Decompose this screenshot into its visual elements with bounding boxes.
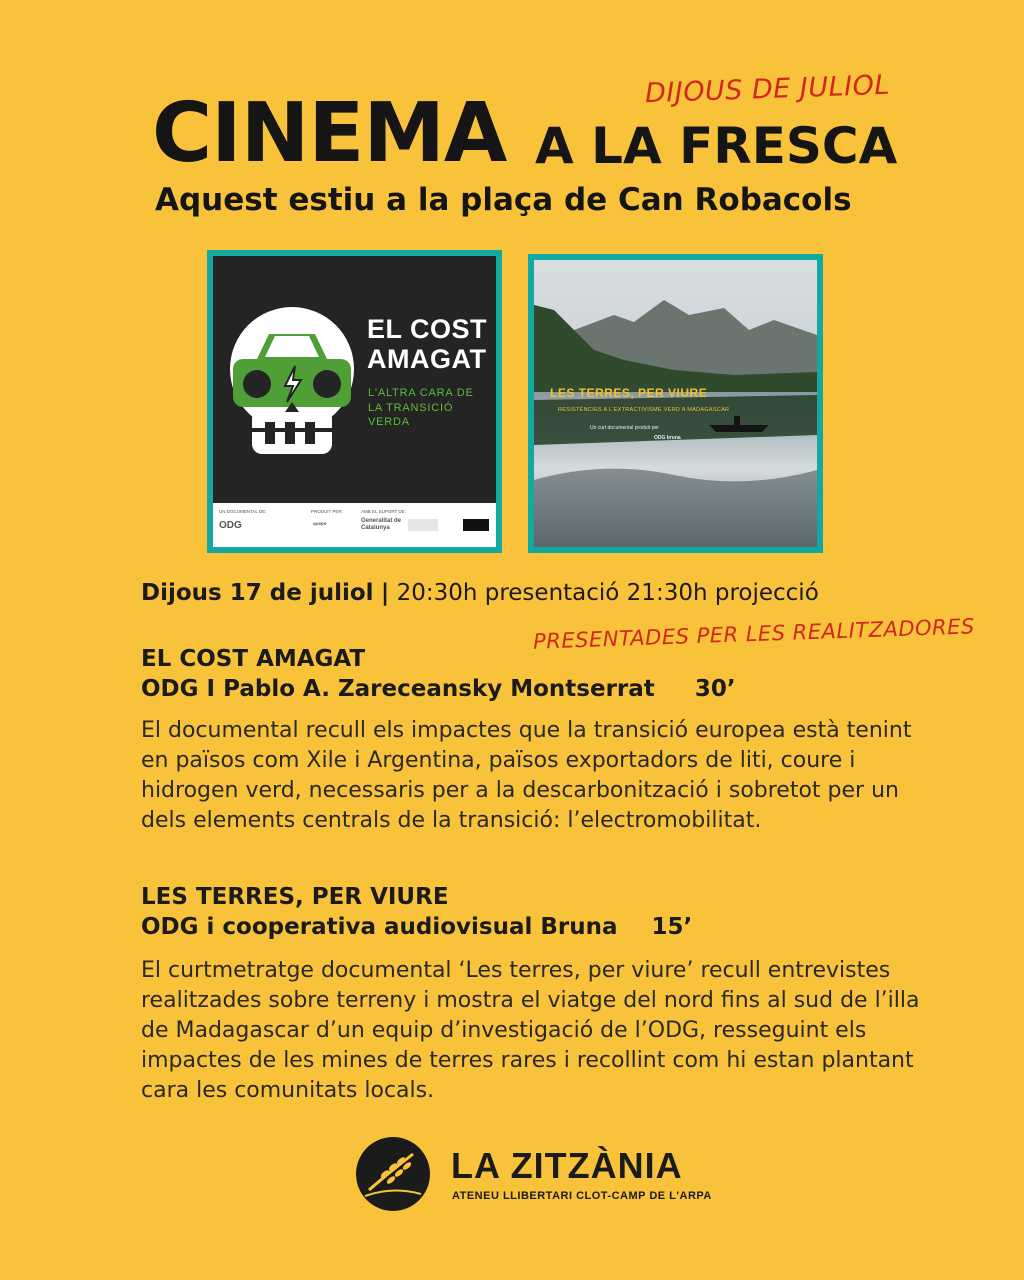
la-zitzania-logo-icon <box>355 1136 431 1212</box>
barcelona-logo-icon <box>463 519 489 531</box>
footer-label-1: UN DOCUMENTAL DE: <box>219 509 267 514</box>
poster1-title-line1: EL COST <box>367 314 488 344</box>
schedule-separator: | <box>380 580 390 606</box>
schedule-date: Dijous 17 de juliol <box>141 580 374 606</box>
film1-credit <box>141 676 736 702</box>
poster1-tagline-2: LA TRANSICIÓ VERDA <box>368 402 454 428</box>
film2-duration: 15’ <box>651 914 693 940</box>
schedule-times: 20:30h presentació 21:30h projecció <box>396 580 819 606</box>
film2-credit <box>141 914 692 940</box>
poster-les-terres-per-viure <box>528 254 823 553</box>
quepo-logo: quepo <box>313 521 327 526</box>
film1-title: EL COST AMAGAT <box>141 646 366 672</box>
poster1-title-line2: AMAGAT <box>367 344 487 374</box>
page-subtitle: Aquest estiu a la plaça de Can Robacols <box>155 182 852 218</box>
organizer-name: LA ZITZÀNIA <box>451 1145 683 1186</box>
footer-label-2: PRODUIT PER: <box>311 509 343 514</box>
date-note: DIJOUS DE JULIOL <box>644 69 891 110</box>
poster2-credit: Un curt documental produït per <box>590 425 659 431</box>
odg-logo: ODG <box>219 520 242 531</box>
footer-label-3: AMB EL SUPORT DE: <box>361 509 406 514</box>
organizer-tagline: ATENEU LLIBERTARI CLOT-CAMP DE L'ARPA <box>452 1190 712 1202</box>
film2-director: ODG i cooperativa audiovisual Bruna <box>141 914 618 940</box>
film1-director: ODG I Pablo A. Zareceansky Montserrat <box>141 676 655 702</box>
poster2-title: LES TERRES, PER VIURE <box>550 386 708 400</box>
page-title: CINEMA <box>152 86 507 181</box>
film1-duration: 30’ <box>694 676 736 702</box>
poster2-credit-logos: ODG bruna <box>654 435 681 441</box>
page-title-suffix: A LA FRESCA <box>535 117 898 175</box>
skull-car-icon <box>227 304 357 464</box>
generic-logo-icon <box>408 519 438 531</box>
lake-landscape-image <box>534 260 817 547</box>
schedule-line <box>141 580 819 606</box>
poster1-tagline-1: L'ALTRA CARA DE <box>368 387 474 399</box>
generalitat-logo: Generalitat de Catalunya <box>361 518 402 531</box>
poster2-subtitle: RESISTÈNCIES A L'EXTRACTIVISME VERD A MADAGASCAR <box>558 407 730 413</box>
presented-note: PRESENTADES PER LES REALITZADORES <box>532 614 976 654</box>
film2-description: El curtmetratge documental ‘Les terres, per viure’ recull entrevistes realitzades sobre terreny i mostra el viatge del nord fins al sud de l’illa de Madagascar d’un equip d’investigació de l’ODG, resseguint els impactes de les mines de terres rares i recollint com hi estan plantant cara les comunitats locals. <box>141 958 920 1103</box>
poster1-credits-bar <box>213 503 496 547</box>
film1-description: El documental recull els impactes que la transició europea està tenint en països com Xile i Argentina, països exportadors de liti, coure i hidrogen verd, necessaris per a la descarbonització i sobretot per un dels elements centrals de la transició: l’electromobilitat. <box>141 718 912 833</box>
poster-el-cost-amagat <box>207 250 502 553</box>
film2-title: LES TERRES, PER VIURE <box>141 884 449 910</box>
